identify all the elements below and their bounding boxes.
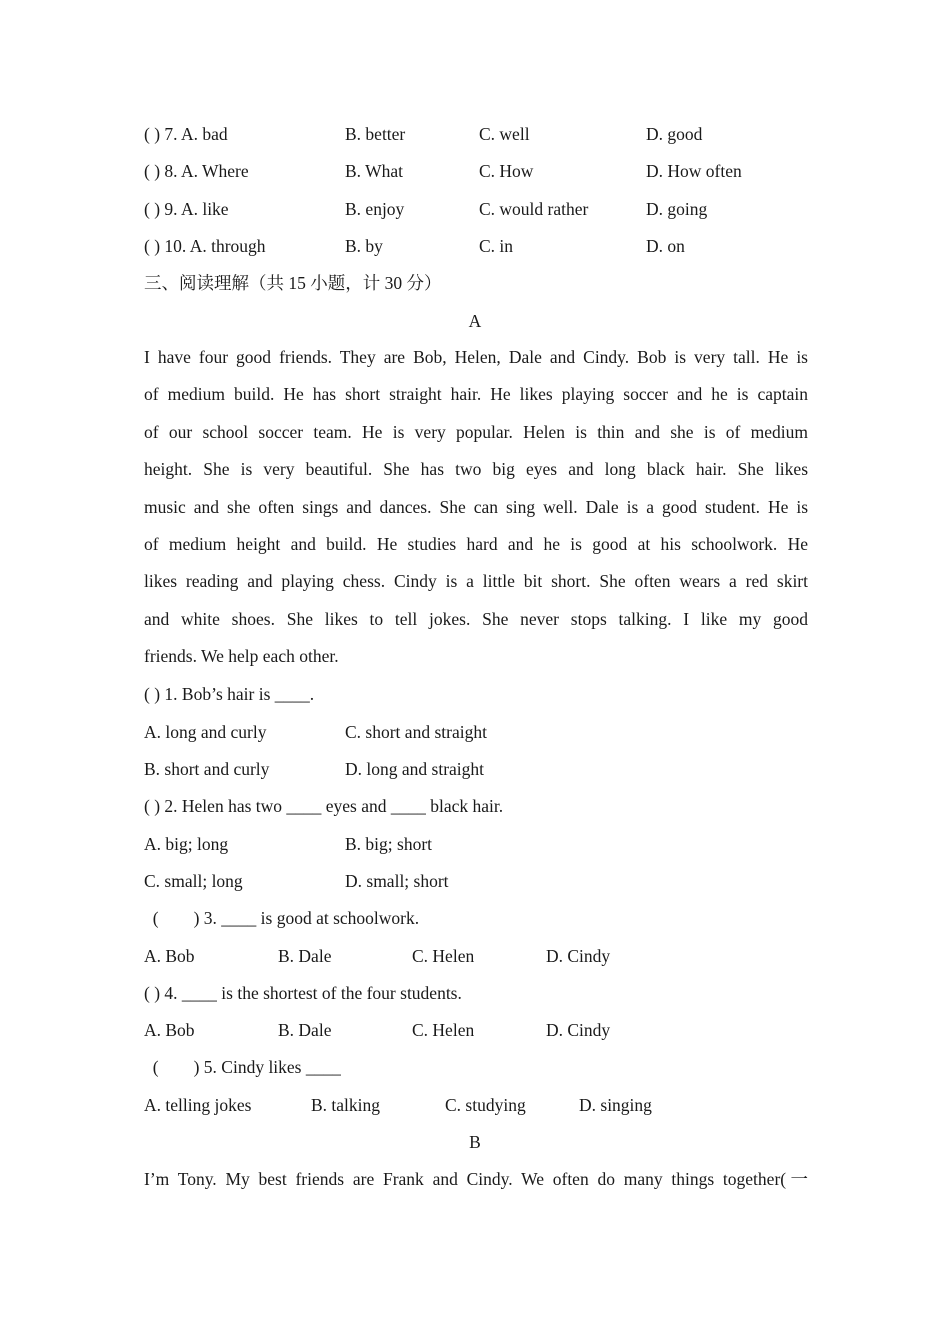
option-d: D. good (646, 124, 703, 144)
passage-line: height. She is very beautiful. She has two big eyes and long black hair. She likes (144, 459, 808, 480)
option-c: C. Helen (412, 946, 475, 966)
reading-question-3: ( ) 3. ____ is good at schoolwork. (144, 908, 420, 928)
option-b: B. Dale (278, 1020, 332, 1040)
passage-line: I’m Tony. My best friends are Frank and Cindy. We often do many things together(一 (144, 1169, 808, 1189)
option-a: A. Bob (144, 946, 195, 966)
option-b: B. better (345, 124, 406, 144)
option-b: B. short and curly (144, 759, 270, 779)
question-stem: ( ) 7. A. bad (144, 124, 228, 144)
passage-line: of medium height and build. He studies hard and he is good at his schoolwork. He (144, 534, 808, 555)
reading-question-4: ( ) 4. ____ is the shortest of the four students. (144, 983, 462, 1003)
passage-a-text (144, 339, 808, 676)
option-c: C. Helen (412, 1020, 475, 1040)
option-d: D. Cindy (546, 1020, 611, 1040)
option-a: A. big; long (144, 834, 229, 854)
passage-line: likes reading and playing chess. Cindy is a little bit short. She often wears a red skirt (144, 571, 808, 592)
question-stem: ( ) 9. A. like (144, 199, 229, 219)
option-d: D. singing (579, 1095, 652, 1115)
passage-line: of our school soccer team. He is very popular. Helen is thin and she is of medium (144, 421, 808, 442)
option-b: B. Dale (278, 946, 332, 966)
passage-line: of medium build. He has short straight hair. He likes playing soccer and he is captain (144, 384, 808, 405)
option-b: B. big; short (345, 834, 433, 854)
option-c: C. small; long (144, 871, 243, 891)
passage-a-label: A (468, 311, 482, 331)
option-c: C. short and straight (345, 722, 487, 742)
option-b: B. enjoy (345, 199, 405, 219)
option-a: A. long and curly (144, 722, 267, 742)
option-b: B. by (345, 236, 383, 256)
option-d: D. Cindy (546, 946, 611, 966)
option-a: A. Bob (144, 1020, 195, 1040)
passage-line: music and she often sings and dances. She can sing well. Dale is a good student. He is (144, 496, 808, 517)
reading-question-2: ( ) 2. Helen has two ____ eyes and ____ black hair. (144, 796, 504, 816)
option-d: D. long and straight (345, 759, 485, 779)
reading-question-5: ( ) 5. Cindy likes ____ (144, 1057, 341, 1077)
section-heading: 三、阅读理解（共 15 小题，计 30 分） (144, 273, 442, 293)
passage-b-text (144, 1161, 808, 1198)
passage-line: and white shoes. She likes to tell jokes. She never stops talking. I like my good (144, 608, 808, 629)
option-c: C. in (479, 236, 514, 256)
option-c: C. How (479, 161, 534, 181)
question-stem: ( ) 10. A. through (144, 236, 266, 256)
option-a: A. telling jokes (144, 1095, 252, 1115)
passage-b-label: B (469, 1132, 481, 1152)
passage-line: I have four good friends. They are Bob, Helen, Dale and Cindy. Bob is very tall. He is (144, 347, 808, 367)
option-c: C. would rather (479, 199, 589, 219)
option-b: B. What (345, 161, 404, 181)
option-c: C. well (479, 124, 530, 144)
option-d: D. small; short (345, 871, 449, 891)
option-c: C. studying (445, 1095, 526, 1115)
option-b: B. talking (311, 1095, 381, 1115)
option-d: D. How often (646, 161, 742, 181)
passage-line: friends. We help each other. (144, 646, 339, 667)
question-stem: ( ) 8. A. Where (144, 161, 249, 181)
option-d: D. on (646, 236, 685, 256)
reading-question-1: ( ) 1. Bob’s hair is ____. (144, 684, 315, 704)
option-d: D. going (646, 199, 708, 219)
